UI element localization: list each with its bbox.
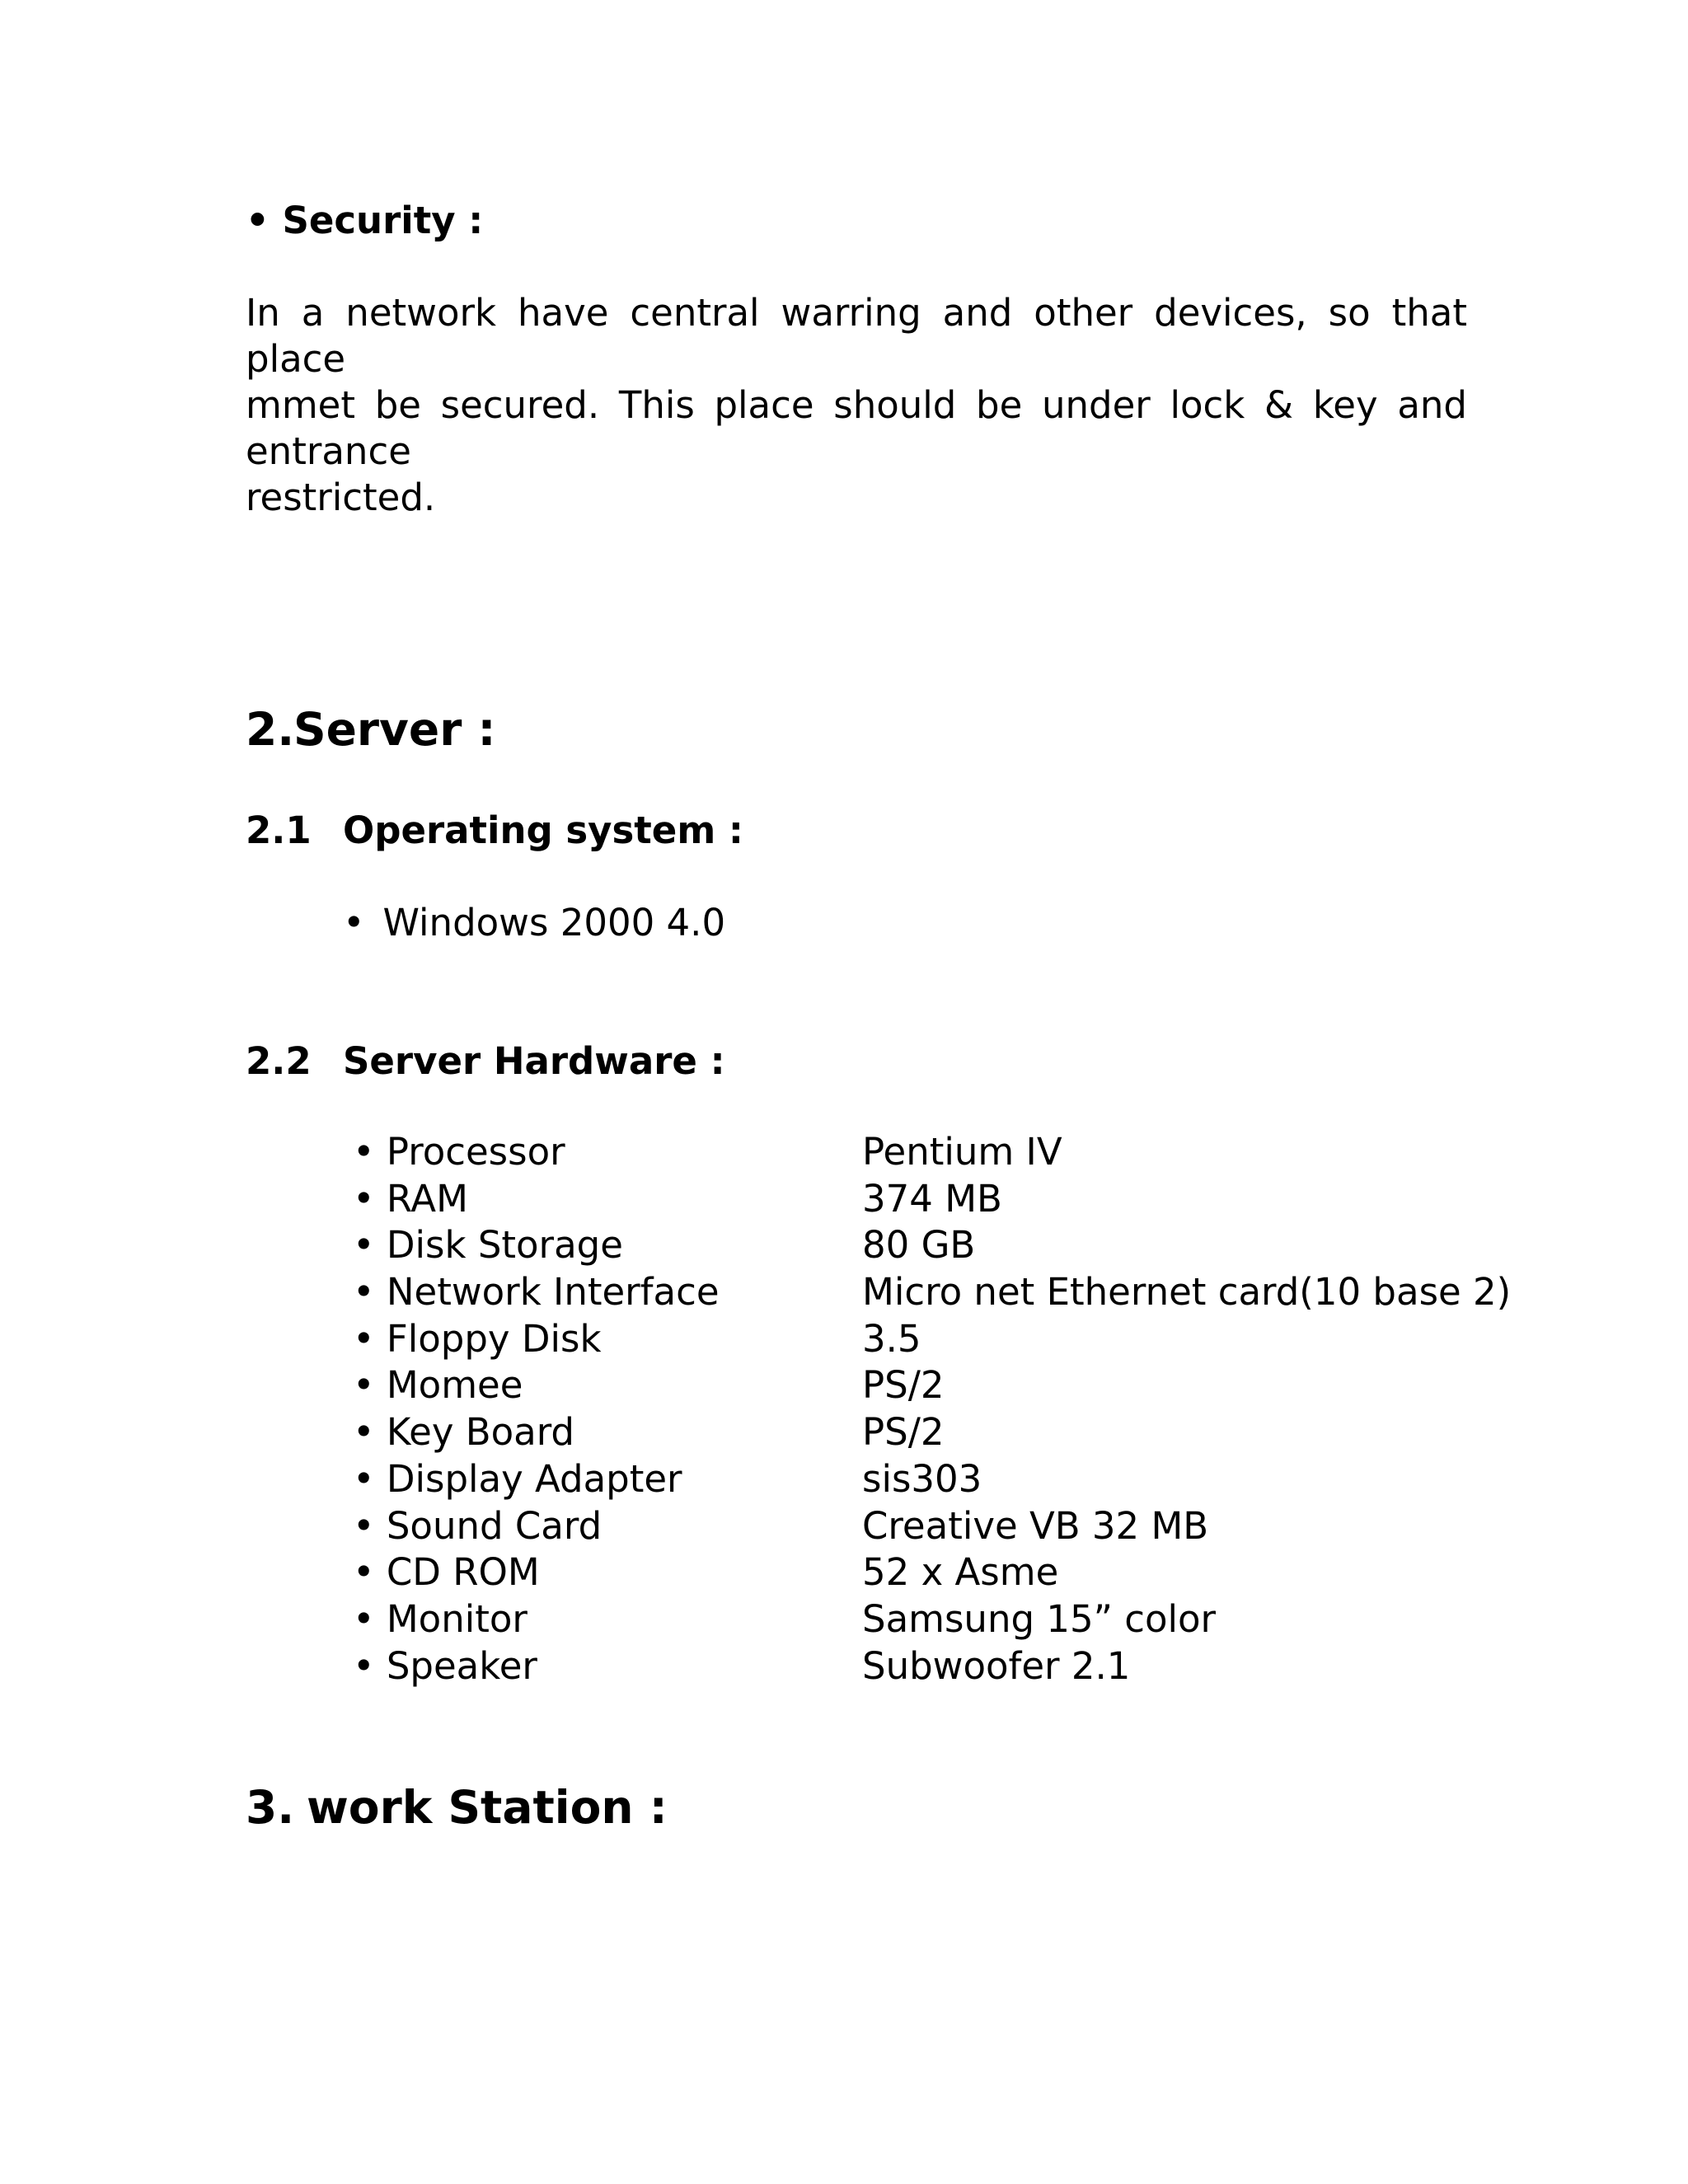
hardware-value: sis303 xyxy=(862,1456,982,1501)
bullet-icon: • xyxy=(353,1596,387,1641)
hardware-label xyxy=(353,1409,574,1456)
hardware-row xyxy=(353,1549,1507,1596)
hardware-label-text: Key Board xyxy=(386,1410,575,1455)
bullet-icon: • xyxy=(353,1503,387,1548)
hardware-value: PS/2 xyxy=(862,1363,945,1408)
hardware-label-text: Processor xyxy=(386,1130,565,1174)
section-title: Server : xyxy=(293,703,496,756)
hardware-label-text: Monitor xyxy=(386,1596,528,1641)
bullet-icon: • xyxy=(353,1223,387,1268)
section-heading-work-station xyxy=(246,1779,668,1836)
subsection-number: 2.1 xyxy=(246,808,312,852)
hardware-label-text: Speaker xyxy=(386,1643,537,1688)
hardware-row xyxy=(353,1176,1507,1223)
hardware-label xyxy=(353,1129,565,1176)
hardware-label xyxy=(353,1222,623,1269)
hardware-row xyxy=(353,1503,1507,1550)
section-number: 3. xyxy=(246,1781,295,1834)
subsection-title: Operating system : xyxy=(343,808,743,852)
paragraph-line: restricted. xyxy=(246,476,436,519)
security-heading-text: Security : xyxy=(282,199,484,242)
security-heading xyxy=(246,196,483,246)
hardware-label xyxy=(353,1362,523,1409)
bullet-icon: • xyxy=(353,1270,387,1315)
subsection-title: Server Hardware : xyxy=(343,1039,725,1083)
hardware-value: Samsung 15” color xyxy=(862,1596,1217,1641)
hardware-label xyxy=(353,1176,468,1223)
security-paragraph xyxy=(246,290,1467,521)
hardware-label-text: Momee xyxy=(386,1363,523,1408)
hardware-label-text: Display Adapter xyxy=(386,1456,682,1501)
hardware-label xyxy=(353,1269,720,1316)
hardware-value: 374 MB xyxy=(862,1176,1002,1221)
bullet-icon: • xyxy=(353,1130,387,1174)
hardware-label-text: Floppy Disk xyxy=(386,1316,602,1361)
hardware-row xyxy=(353,1456,1507,1503)
hardware-label-text: RAM xyxy=(386,1176,468,1221)
bullet-icon: • xyxy=(353,1410,387,1455)
bullet-icon: • xyxy=(353,1176,387,1221)
hardware-value: Subwoofer 2.1 xyxy=(862,1643,1131,1688)
hardware-label-text: Disk Storage xyxy=(386,1223,623,1268)
hardware-value: PS/2 xyxy=(862,1410,945,1455)
paragraph-line: In a network have central warring and other devices, so that place xyxy=(246,291,1467,381)
hardware-label xyxy=(353,1503,602,1550)
hardware-label xyxy=(353,1549,540,1596)
bullet-icon: • xyxy=(353,1643,387,1688)
subsection-heading-server-hardware xyxy=(246,1037,725,1086)
hardware-value: Creative VB 32 MB xyxy=(862,1503,1209,1548)
hardware-row xyxy=(353,1129,1507,1176)
bullet-icon: • xyxy=(246,199,270,242)
hardware-label-text: Network Interface xyxy=(386,1270,720,1315)
hardware-row xyxy=(353,1596,1507,1643)
subsection-number: 2.2 xyxy=(246,1039,312,1083)
hardware-row xyxy=(353,1409,1507,1456)
bullet-icon: • xyxy=(343,901,365,944)
section-title: work Station : xyxy=(307,1781,668,1834)
paragraph-line: mmet be secured. This place should be under lock & key and entrance xyxy=(246,383,1467,473)
hardware-label-text: CD ROM xyxy=(386,1550,540,1595)
hardware-value: 80 GB xyxy=(862,1223,976,1268)
os-item-text: Windows 2000 4.0 xyxy=(382,901,726,944)
subsection-heading-operating-system xyxy=(246,806,743,855)
section-number: 2. xyxy=(246,703,295,756)
hardware-row xyxy=(353,1362,1507,1409)
hardware-row xyxy=(353,1269,1512,1316)
hardware-list xyxy=(353,1129,1512,1690)
hardware-value: 3.5 xyxy=(862,1316,921,1361)
section-heading-server xyxy=(246,701,495,758)
hardware-label-text: Sound Card xyxy=(386,1503,603,1548)
hardware-label xyxy=(353,1643,537,1690)
hardware-row xyxy=(353,1316,1507,1363)
hardware-label xyxy=(353,1596,528,1643)
hardware-value: Micro net Ethernet card(10 base 2) xyxy=(862,1270,1512,1315)
hardware-row xyxy=(353,1222,1507,1269)
bullet-icon: • xyxy=(353,1316,387,1361)
bullet-icon: • xyxy=(353,1363,387,1408)
hardware-value: Pentium IV xyxy=(862,1130,1062,1174)
bullet-icon: • xyxy=(353,1456,387,1501)
hardware-label xyxy=(353,1456,682,1503)
hardware-label xyxy=(353,1316,602,1363)
hardware-value: 52 x Asme xyxy=(862,1550,1059,1595)
hardware-row xyxy=(353,1643,1507,1690)
bullet-icon: • xyxy=(353,1550,387,1595)
list-item-os xyxy=(343,898,725,948)
